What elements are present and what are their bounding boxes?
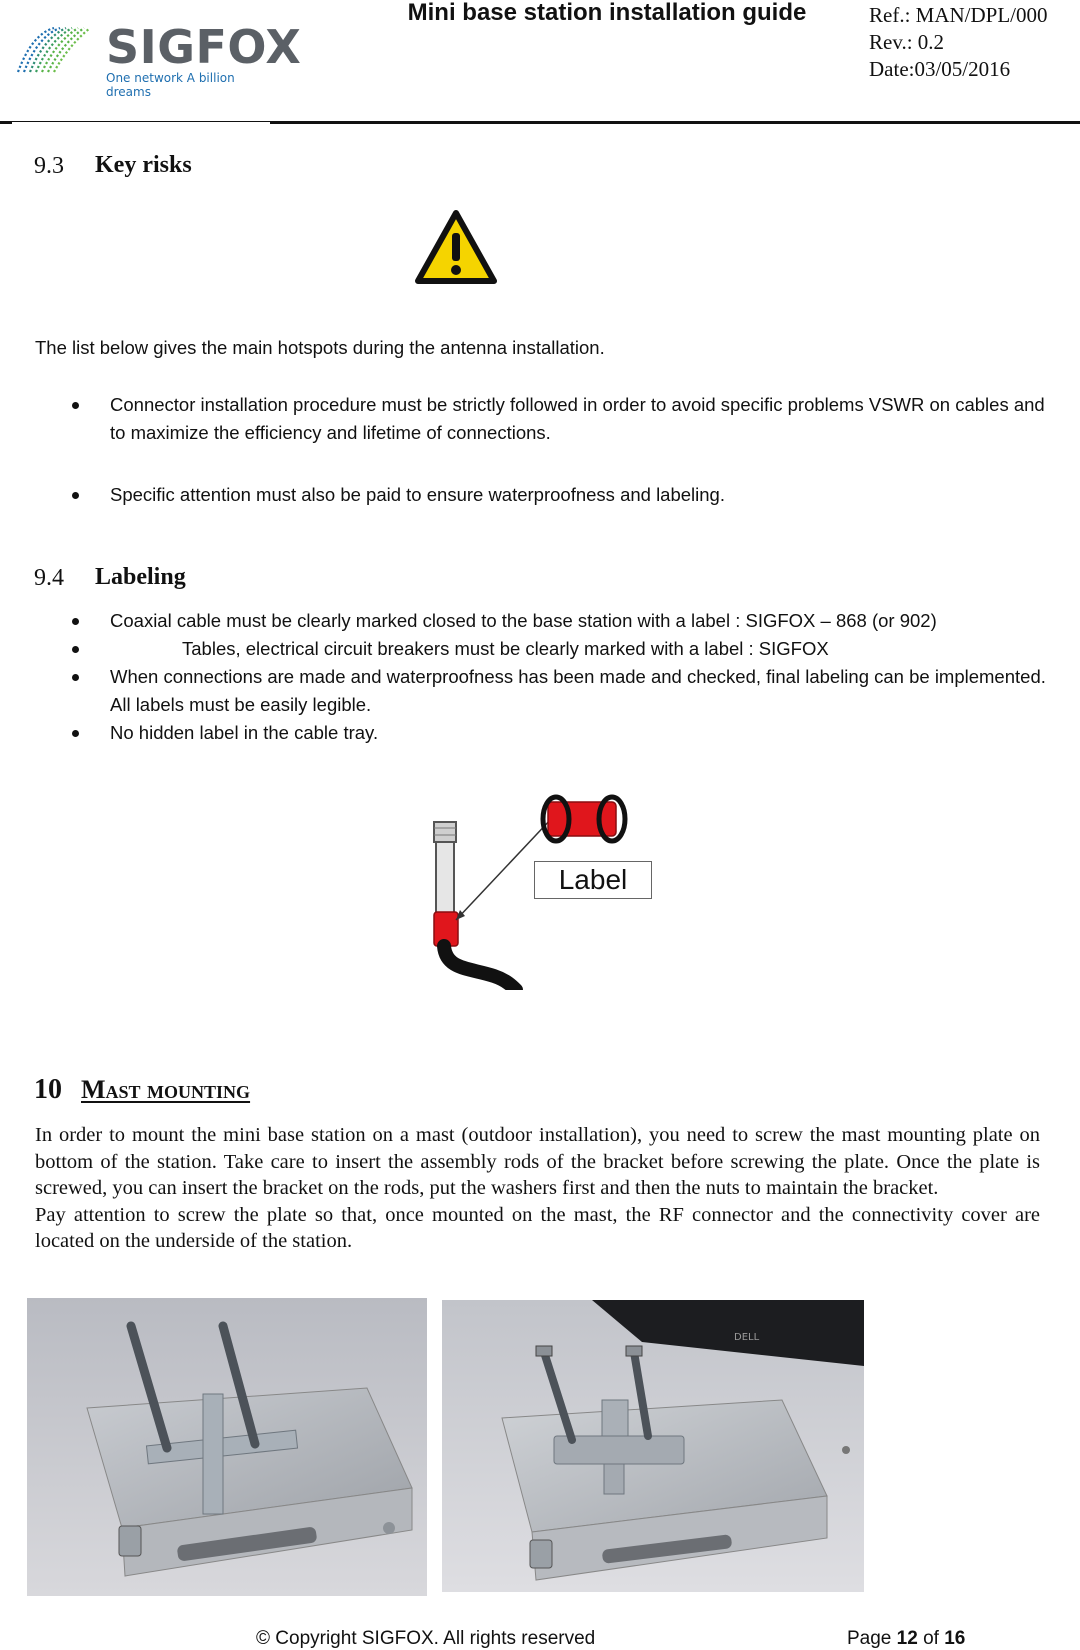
mast-plate-photo-2 xyxy=(442,1300,864,1592)
list-item: Connector installation procedure must be strictly followed in order to avoid specific problems VSWR on cables and to maximize the efficiency and lifetime of connections. xyxy=(35,391,1047,447)
list-item: Tables, electrical circuit breakers must be clearly marked with a label : SIGFOX xyxy=(35,635,1047,663)
sigfox-logo xyxy=(14,12,302,99)
section-9-3-number: 9.3 xyxy=(34,153,64,179)
section-9-3-intro: The list below gives the main hotspots during the antenna installation. xyxy=(35,337,605,358)
section-10-number: 10 xyxy=(34,1074,62,1105)
logo-tagline: One network A billion dreams xyxy=(106,71,235,99)
list-item: Specific attention must also be paid to ensure waterproofness and labeling. xyxy=(35,481,1047,509)
list-item: When connections are made and waterproofness has been made and checked, final labeling can be implemented. All labels must be easily legible. xyxy=(35,663,1047,719)
section-9-4-title: Labeling xyxy=(95,564,186,590)
document-reference-block xyxy=(869,2,1048,83)
list-item: No hidden label in the cable tray. xyxy=(35,719,1047,747)
section-9-3-title: Key risks xyxy=(95,152,192,178)
section-10-paragraph: In order to mount the mini base station on a mast (outdoor installation), you need to screw the mast mounting plate on bottom of the station. Take care to insert the assembly rods of the bracket before screwing the plate. Once the plate is screwed, you can insert the bracket on the rods, put the washers first and then the nuts to maintain the bracket. xyxy=(35,1124,1040,1199)
section-9-4-number: 9.4 xyxy=(34,565,64,591)
document-title: Mini base station installation guide xyxy=(407,0,807,26)
section-9-4-bullet-list xyxy=(35,607,1047,747)
section-10-body xyxy=(35,1122,1040,1255)
header-divider-thin xyxy=(12,121,270,122)
keyboard-brand-text: DELL xyxy=(734,1332,760,1343)
warning-triangle-icon xyxy=(414,209,498,285)
section-10-paragraph: Pay attention to screw the plate so that, once mounted on the mast, the RF connector and the connectivity cover are located on the underside of the station. xyxy=(35,1203,1040,1252)
page-total: 16 xyxy=(944,1628,966,1649)
rev-line: Rev.: 0.2 xyxy=(869,30,945,54)
list-item: Coaxial cable must be clearly marked closed to the base station with a label : SIGFOX – 868 (or 902) xyxy=(35,607,1047,635)
logo-wordmark: SIGFOX xyxy=(106,20,302,74)
page-label: Page xyxy=(847,1628,892,1649)
page-current: 12 xyxy=(896,1628,918,1649)
footer-page-number xyxy=(847,1628,965,1650)
date-line: Date:03/05/2016 xyxy=(869,57,1011,81)
footer-copyright: © Copyright SIGFOX. All rights reserved xyxy=(256,1628,596,1649)
ref-line: Ref.: MAN/DPL/000 xyxy=(869,3,1048,27)
sigfox-wave-icon xyxy=(14,14,96,74)
mast-plate-photo-2-illustration xyxy=(442,1300,864,1592)
page-of: of xyxy=(923,1628,939,1649)
mast-plate-photo-1 xyxy=(27,1298,427,1596)
section-9-3-bullet-list xyxy=(35,391,1047,509)
label-caption-box: Label xyxy=(534,861,652,899)
section-10-title: Mast mounting xyxy=(81,1075,251,1104)
mast-plate-photo-1-illustration xyxy=(27,1298,427,1596)
